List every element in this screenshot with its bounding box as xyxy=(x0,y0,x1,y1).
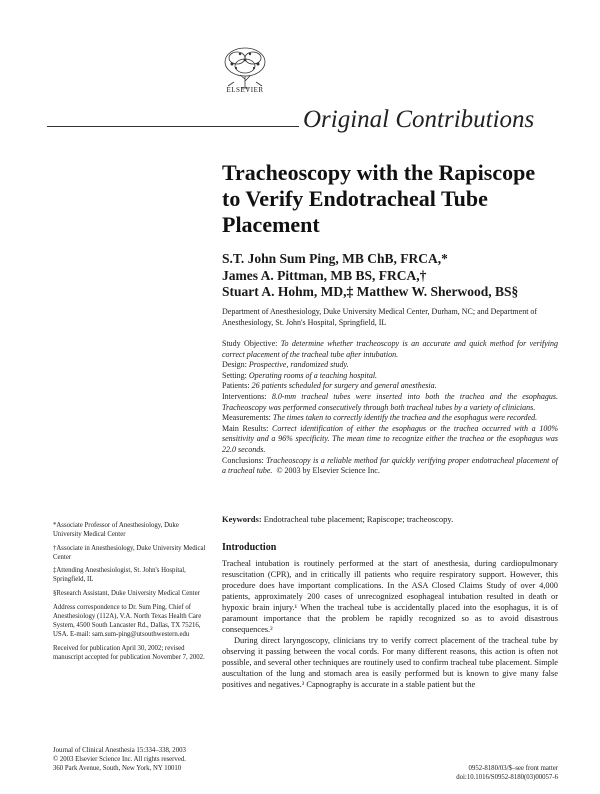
footnote: ‡Attending Anesthesiologist, St. John's Hospital, Springfield, IL xyxy=(53,567,186,584)
journal-info xyxy=(53,746,253,773)
author-line: James A. Pittman, MB BS, FRCA,† xyxy=(222,267,427,283)
abstract-item xyxy=(222,360,558,371)
keywords-label: Keywords: xyxy=(222,514,262,524)
abstract xyxy=(222,339,558,477)
abstract-item xyxy=(222,381,558,392)
abstract-text: The times taken to correctly identify the trachea and the esophagus were recorded. xyxy=(272,413,538,423)
author-list xyxy=(222,251,562,301)
body-paragraph: During direct laryngoscopy, clinicians try to verify correct placement of the tracheal tube by observing it passing between the vocal cords. For many different reasons, this action is often not possible, and several other techniques are routinely used to confirm tracheal tube placement. Simple auscultation of the lung and stomach area is easily performed but is known to give many false positives and negatives.³ Capnography is accurate in a stable patient but the xyxy=(222,636,558,689)
section-rule xyxy=(47,126,299,127)
abstract-text: 8.0-mm tracheal tubes were inserted into both the trachea and the esophagus. Tracheoscopy was performed consecutively through both tracheal tubes by a variety of clinicians. xyxy=(222,391,559,412)
body-paragraph: Tracheal intubation is routinely performed at the start of anesthesia, during cardiopulmonary resuscitation (CPR), and in critically ill patients who require respiratory support. However, this procedure does have important complications. In the ASA Closed Claims Study of over 4,000 patients, approximately 200 cases of unrecognized esophageal intubation resulted in death or hypoxic brain injury.¹ When the tracheal tube is accidentally placed into the esophagus, it is of paramount importance that the problem be rapidly recognized so as to avoid disastrous consequences.² xyxy=(222,559,558,634)
abstract-item xyxy=(222,392,558,413)
abstract-label: Conclusions: xyxy=(222,455,264,465)
footnotes xyxy=(53,521,209,666)
abstract-label: Setting: xyxy=(222,370,247,380)
copyright-line: © 2003 by Elsevier Science Inc. xyxy=(276,466,380,476)
abstract-item xyxy=(222,413,558,424)
publisher-logo-text: ELSEVIER xyxy=(226,86,264,94)
abstract-label: Interventions: xyxy=(222,391,267,401)
author-affiliation: Department of Anesthesiology, Duke University Medical Center, Durham, NC; and Department of Anesthesiology, St. John's Hospital, Springfield, IL xyxy=(222,307,538,327)
section-label: Original Contributions xyxy=(303,106,535,133)
doi-info xyxy=(350,764,558,782)
abstract-text: Prospective, randomized study. xyxy=(248,360,349,370)
abstract-label: Main Results: xyxy=(222,423,269,433)
abstract-label: Design: xyxy=(222,360,247,370)
doi-line: doi:10.1016/S0952-8180(03)00057-6 xyxy=(456,774,558,781)
footnote: §Research Assistant, Duke University Medical Center xyxy=(53,590,200,598)
footnote: †Associate in Anesthesiology, Duke University Medical Center xyxy=(53,544,206,561)
article-title: Tracheoscopy with the Rapiscope to Verify Endotracheal Tube Placement xyxy=(222,160,536,237)
abstract-item xyxy=(222,424,558,456)
author-line: Stuart A. Hohm, MD,‡ Matthew W. Sherwood, BS§ xyxy=(222,284,519,299)
elsevier-tree-logo xyxy=(220,46,270,90)
introduction-body xyxy=(222,558,558,690)
abstract-label: Patients: xyxy=(222,381,250,391)
introduction-heading: Introduction xyxy=(222,542,277,553)
footnote: Received for publication April 30, 2002; revised manuscript accepted for publication November 7, 2002. xyxy=(53,644,205,661)
abstract-label: Study Objective: xyxy=(222,339,278,348)
journal-line: © 2003 Elsevier Science Inc. All rights reserved. xyxy=(53,756,186,763)
journal-line: 360 Park Avenue, South, New York, NY 10010 xyxy=(53,765,182,772)
keywords-text: Endotracheal tube placement; Rapiscope; tracheoscopy. xyxy=(263,514,454,524)
abstract-item xyxy=(222,371,558,382)
author-line: S.T. John Sum Ping, MB ChB, FRCA,* xyxy=(222,251,448,266)
abstract-text: 26 patients scheduled for surgery and general anesthesia. xyxy=(251,381,437,391)
abstract-text: Operating rooms of a teaching hospital. xyxy=(248,370,378,380)
abstract-item xyxy=(222,456,558,477)
journal-line: Journal of Clinical Anesthesia 15:334–338, 2003 xyxy=(53,747,186,754)
footnote: Address correspondence to Dr. Sum Ping, Chief of Anesthesiology (112A), V.A. North Texas Health Care System, 4500 South Lancaster Rd., Dallas, TX 75216, USA. E-mail: sam.sum-ping@utsouthwestern.edu xyxy=(53,603,202,638)
abstract-text: To determine whether tracheoscopy is an accurate and quick method for verifying correct placement of the tracheal tube after intubation. xyxy=(222,339,559,359)
abstract-item xyxy=(222,339,558,360)
abstract-label: Measurements: xyxy=(222,413,271,423)
keywords xyxy=(222,514,558,525)
abstract-text: Correct identification of either the esophagus or the trachea occurred with a 100% sensitivity and a 96% specificity. The mean time to recognize either the trachea or the esophagus was 22.0 seconds. xyxy=(222,423,559,454)
footnote: *Associate Professor of Anesthesiology, Duke University Medical Center xyxy=(53,522,179,539)
issn-line: 0952-8180/03/$–see front matter xyxy=(468,765,558,772)
abstract-text: Tracheoscopy is a reliable method for quickly verifying proper endotracheal placement of a tracheal tube. xyxy=(222,455,558,476)
